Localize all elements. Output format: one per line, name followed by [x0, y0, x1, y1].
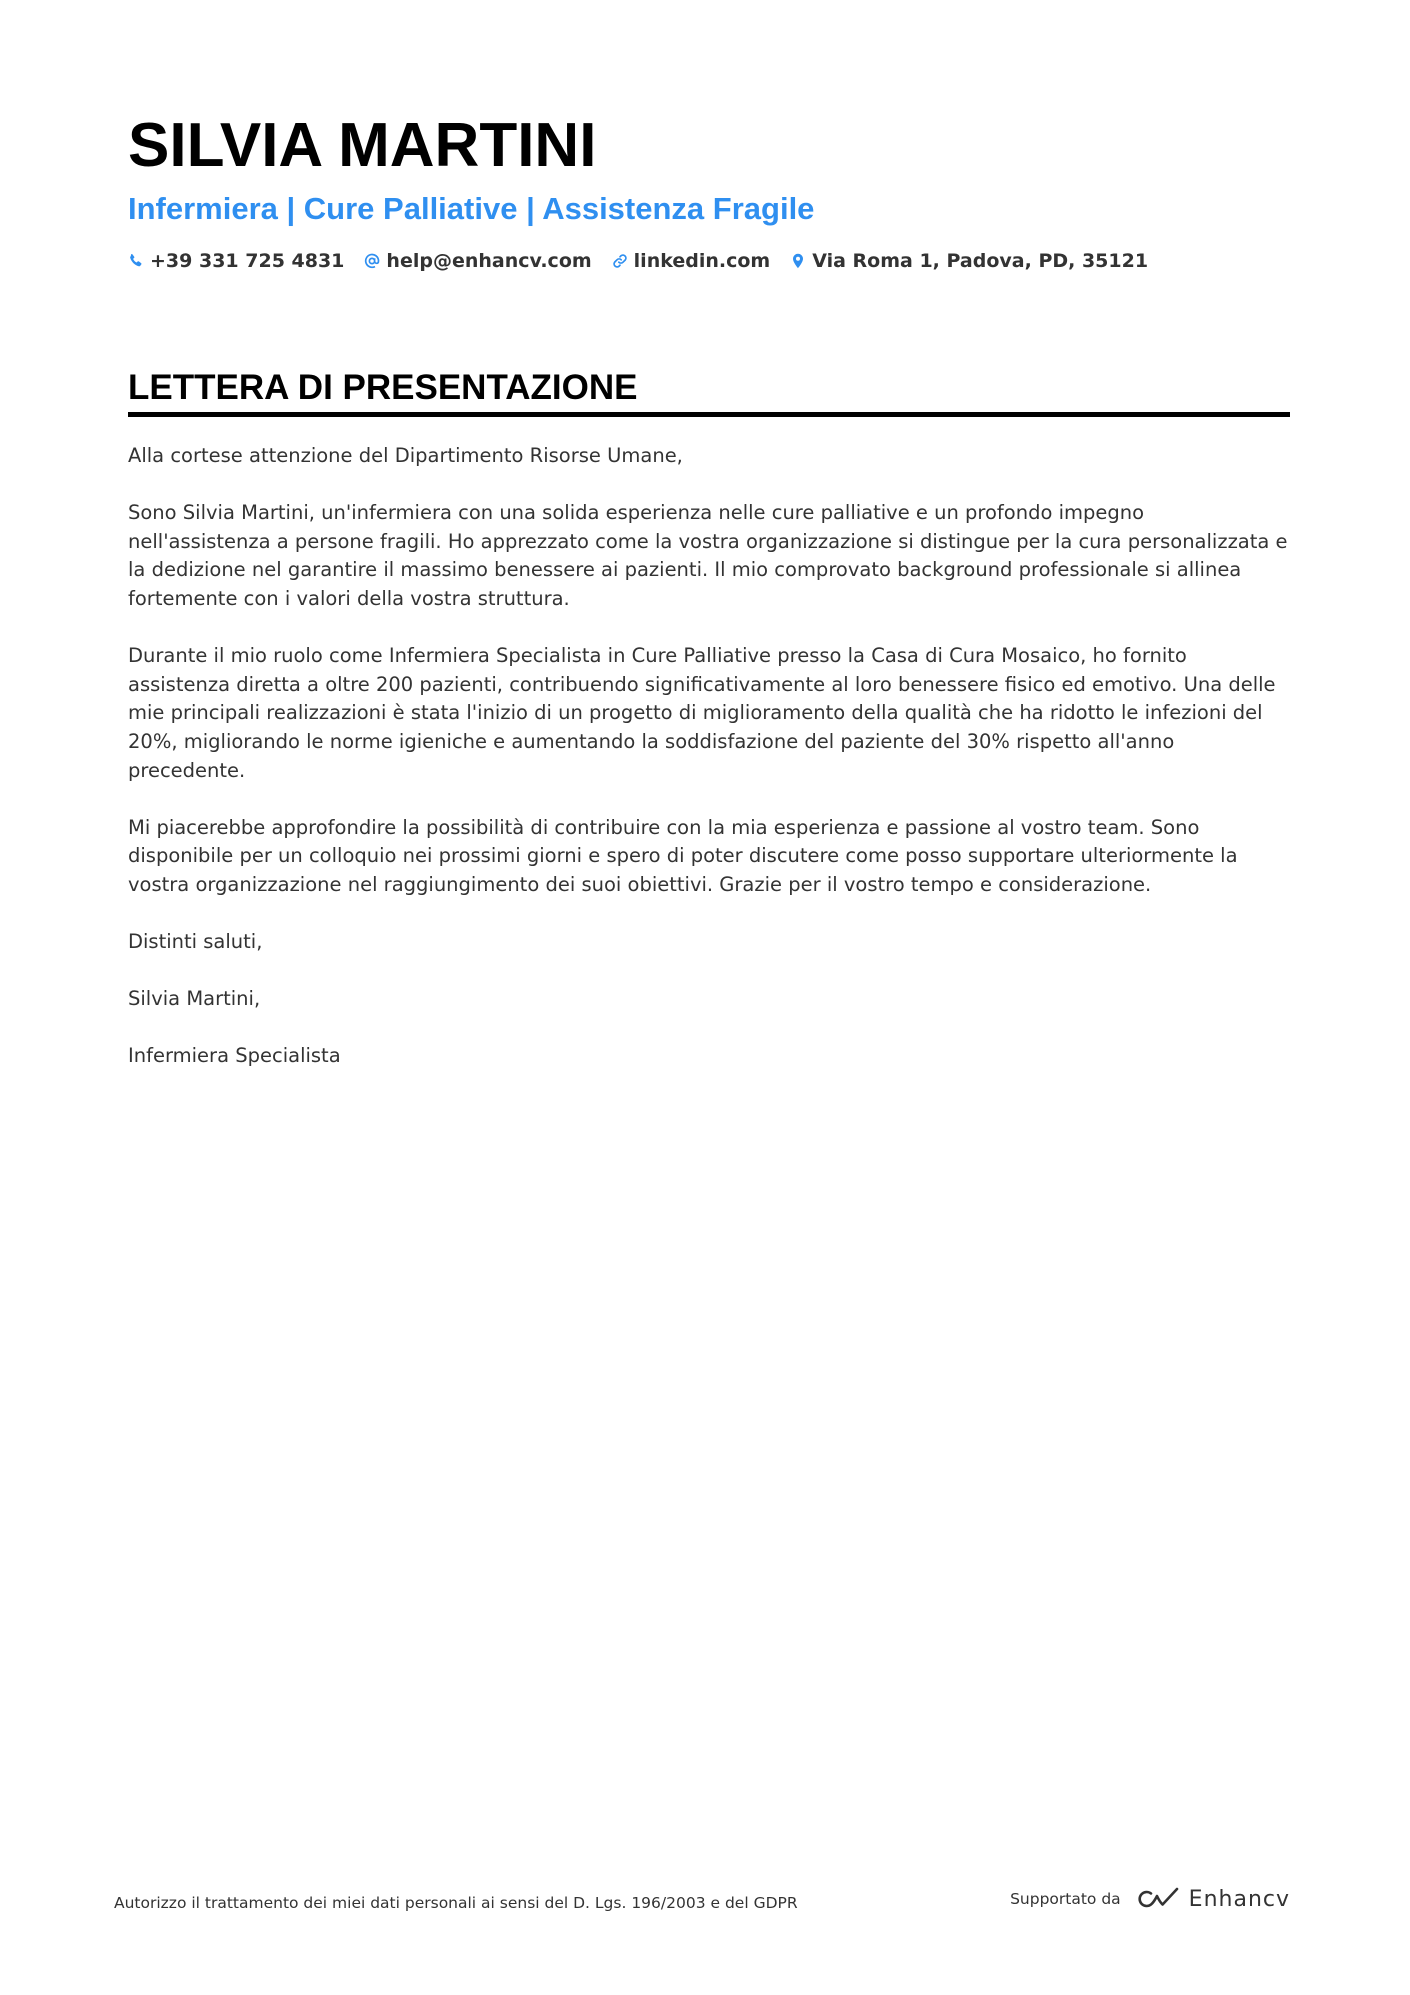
letter-signature: Silvia Martini, — [128, 987, 261, 1011]
phone-text: +39 331 725 4831 — [150, 250, 345, 272]
powered-by[interactable] — [1010, 1884, 1290, 1914]
link-icon — [612, 252, 628, 270]
contact-email[interactable] — [364, 250, 591, 272]
contact-linkedin[interactable] — [612, 250, 771, 272]
letter-greeting: Alla cortese attenzione del Dipartimento Risorse Umane, — [128, 444, 683, 467]
address-text: Via Roma 1, Padova, PD, 35121 — [812, 250, 1149, 272]
email-text: help@enhancv.com — [386, 250, 592, 272]
at-icon — [364, 252, 380, 270]
phone-icon — [128, 252, 144, 270]
contact-address — [790, 250, 1148, 272]
location-pin-icon — [790, 252, 806, 270]
enhancv-logo-icon — [1133, 1884, 1181, 1914]
candidate-title: Infermiera | Cure Palliative | Assistenza Fragile — [128, 191, 815, 226]
brand-name: Enhancv — [1188, 1886, 1290, 1912]
letter-body — [128, 442, 1290, 1100]
contact-bar — [128, 250, 1288, 272]
cover-letter-section — [128, 366, 1290, 417]
supported-by-label: Supportato da — [1010, 1890, 1121, 1908]
letter-paragraph-1: Sono Silvia Martini, un'infermiera con una solida esperienza nelle cure palliative e un profondo impegno nell'assistenza a persone fragili. Ho apprezzato come la vostra organizzazione si distingue per la cura personalizzata e la dedizione nel garantire il massimo benessere ai pazienti. Il mio comprovato background professionale si allinea fortemente con i valori della vostra struttura. — [128, 501, 1288, 610]
letter-role: Infermiera Specialista — [128, 1044, 341, 1068]
linkedin-text: linkedin.com — [633, 250, 771, 272]
letter-closing: Distinti saluti, — [128, 930, 263, 954]
letter-paragraph-2: Durante il mio ruolo come Infermiera Specialista in Cure Palliative presso la Casa di Cura Mosaico, ho fornito assistenza diretta a oltre 200 pazienti, contribuendo significativamente al loro benessere fisico ed emotivo. Una delle mie principali realizzazioni è stata l'inizio di un progetto di miglioramento della qualità che ha ridotto le infezioni del 20%, migliorando le norme igieniche e aumentando la soddisfazione del paziente del 30% rispetto all'anno precedente. — [128, 644, 1276, 782]
candidate-name: SILVIA MARTINI — [128, 111, 597, 180]
resume-header — [128, 108, 1288, 272]
letter-paragraph-3: Mi piacerebbe approfondire la possibilità di contribuire con la mia esperienza e passione al vostro team. Sono disponibile per un colloquio nei prossimi giorni e spero di poter discutere come posso supportare ulteriormente la vostra organizzazione nel raggiungimento dei suoi obiettivi. Grazie per il vostro tempo e considerazione. — [128, 815, 1238, 896]
section-title: LETTERA DI PRESENTAZIONE — [128, 368, 638, 407]
contact-phone[interactable] — [128, 250, 344, 272]
privacy-consent: Autorizzo il trattamento dei miei dati personali ai sensi del D. Lgs. 196/2003 e del GDPR — [114, 1894, 798, 1912]
section-divider — [128, 412, 1290, 417]
